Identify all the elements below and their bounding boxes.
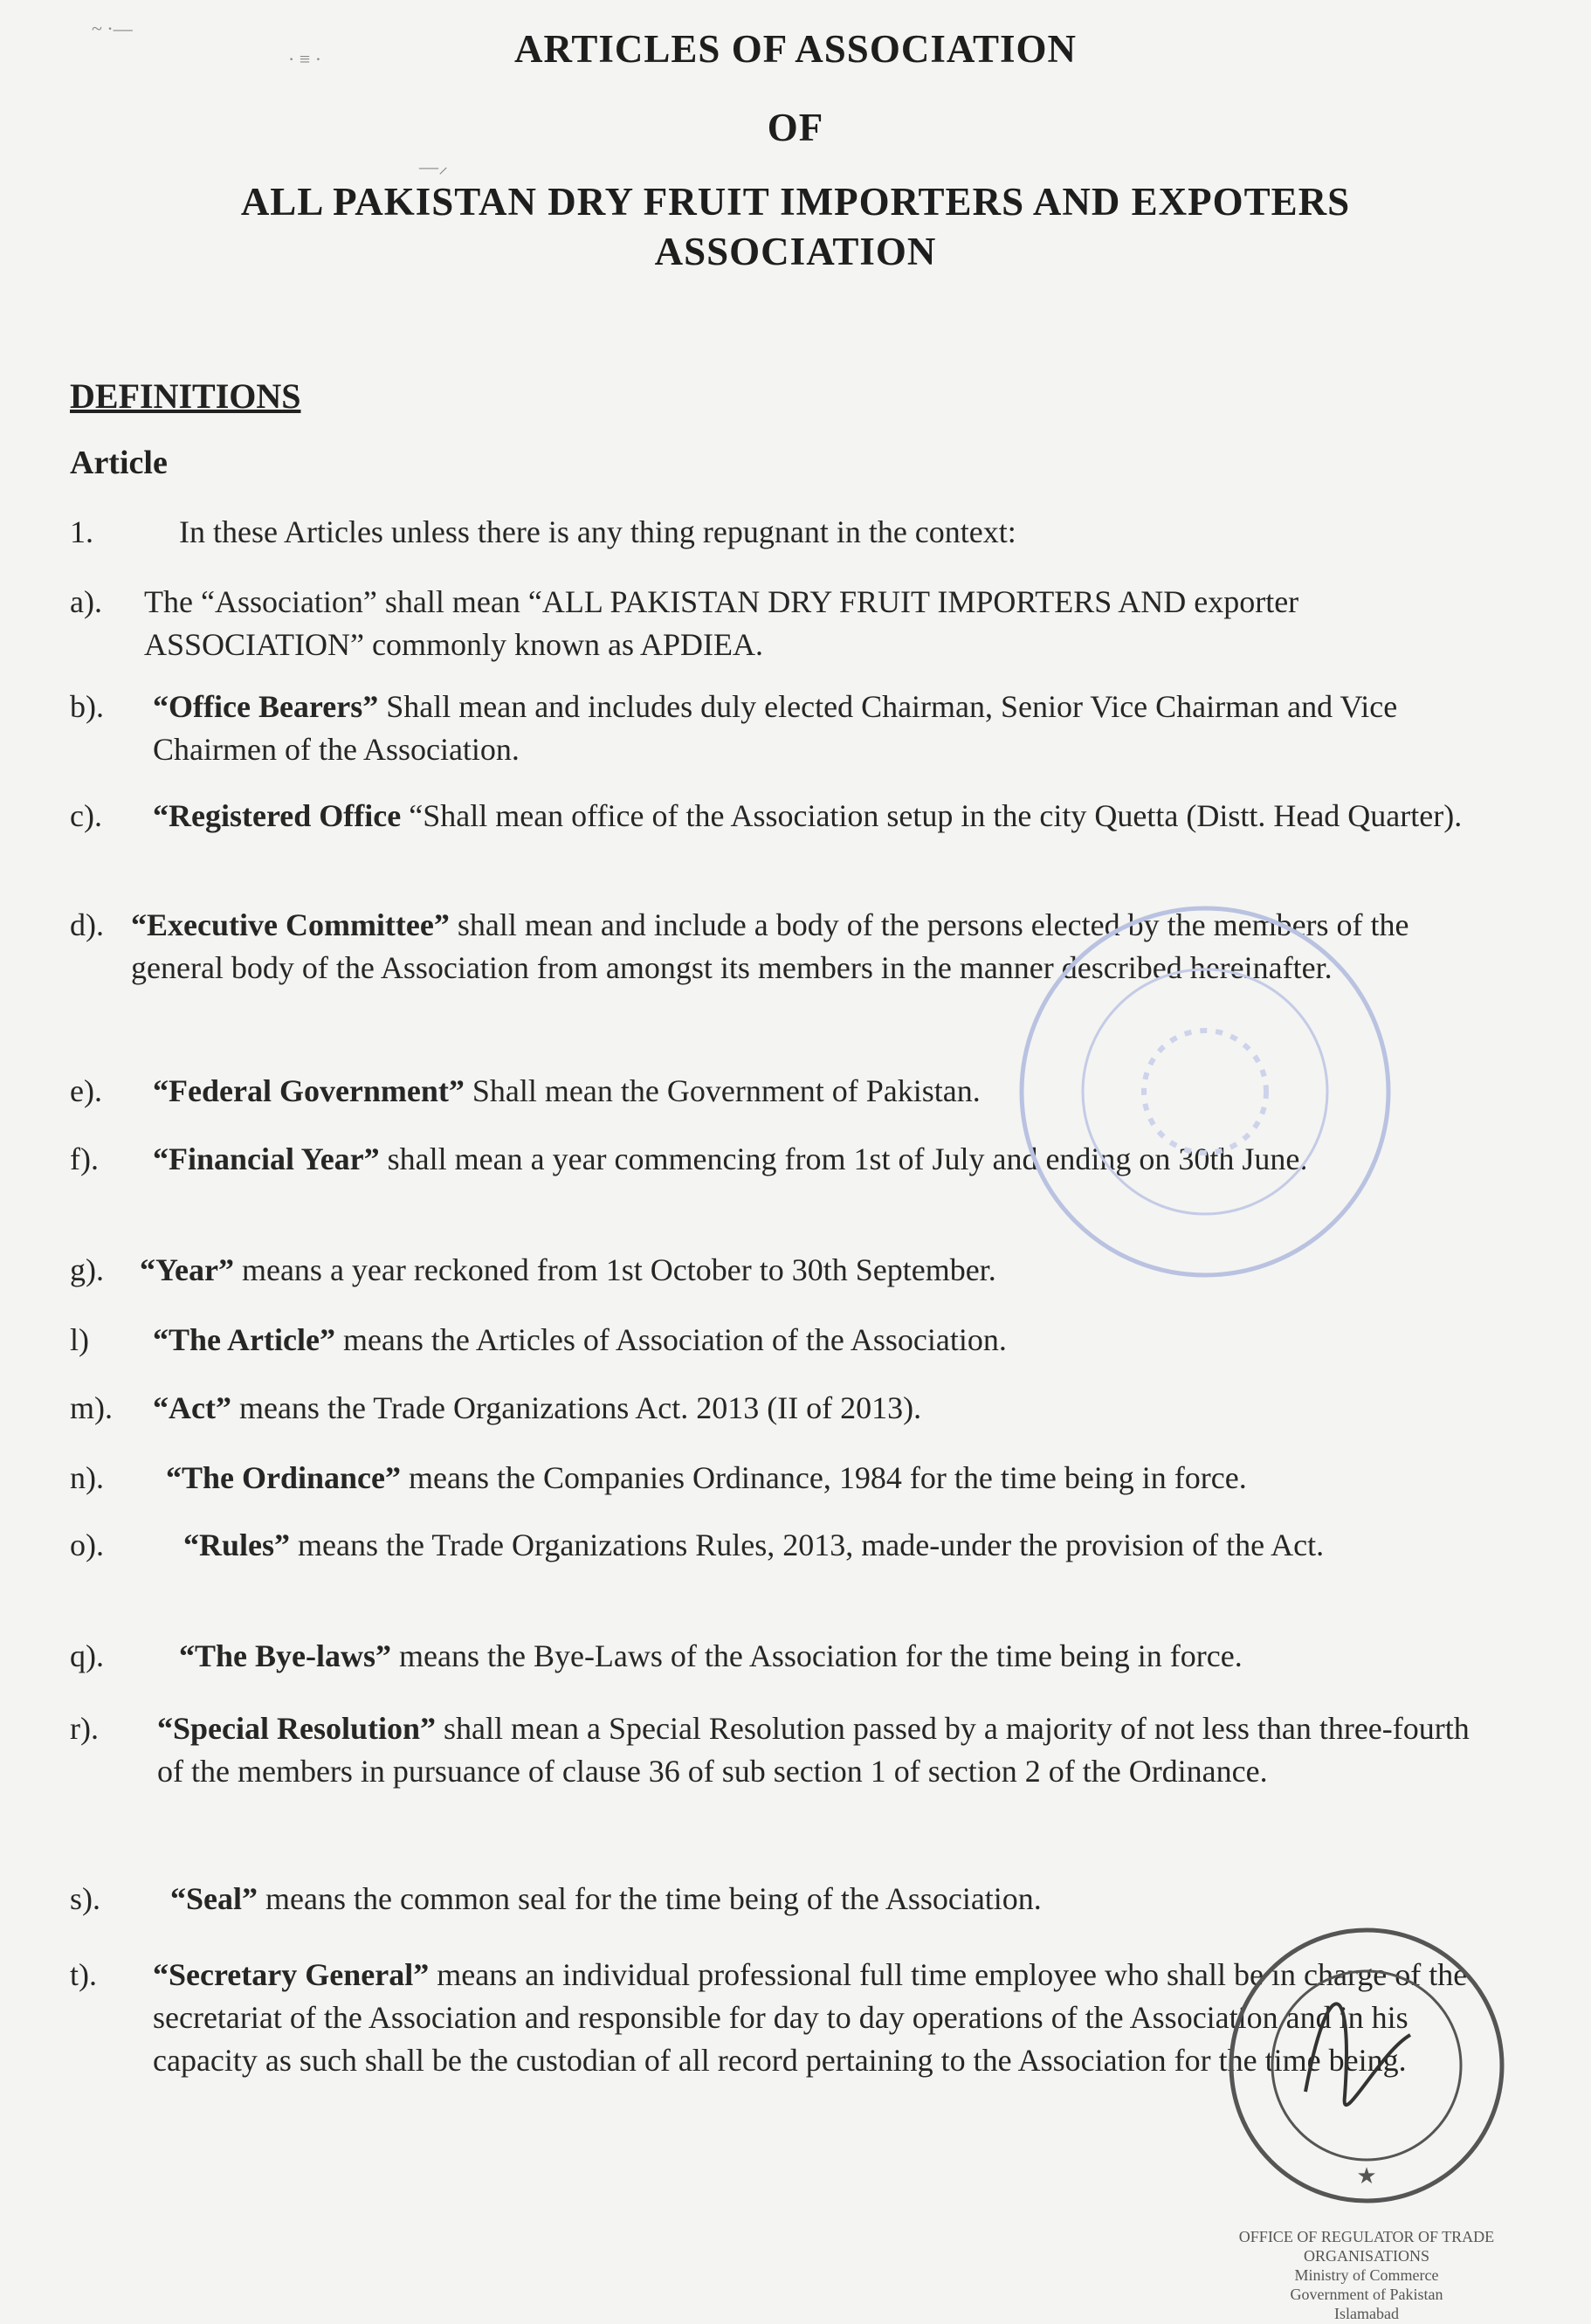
clause-label: r). xyxy=(70,1711,99,1746)
clause-term: “The Ordinance” xyxy=(166,1460,402,1495)
signature-scribble xyxy=(1305,2003,1410,2105)
clause-term: “Rules” xyxy=(183,1527,291,1562)
clause-label: o). xyxy=(70,1527,104,1562)
document-title-line-1: ARTICLES OF ASSOCIATION xyxy=(513,27,1078,71)
clause-label: s). xyxy=(70,1881,100,1916)
clause-label: q). xyxy=(70,1638,104,1673)
clause-text: means the Trade Organizations Rules, 2013, made-under the provision of the Act. xyxy=(290,1527,1325,1562)
clause-text: means the common seal for the time being of the Association. xyxy=(258,1881,1042,1916)
seal-outer-text: OFFICE OF REGULATOR OF TRADE ORGANISATIONS xyxy=(1238,2228,1495,2265)
clause-label: m). xyxy=(70,1390,113,1425)
clause-term: “The Article” xyxy=(153,1322,335,1357)
clause-term: “Office Bearers” xyxy=(153,689,379,724)
clause-term: “Executive Committee” xyxy=(131,907,450,942)
clause-term: “Seal” xyxy=(170,1881,258,1916)
clause-text: The “Association” shall mean “ALL PAKISTAN DRY FRUIT IMPORTERS AND exporter ASSOCIATION” commonly known as APDIEA. xyxy=(144,584,1299,662)
clause-text: means an individual professional full time employee who shall be in charge of the secretariat of the Association and responsible for day to day operations of the Association and in his capacity as such shall be the custodian of all record pertaining to the Association for the time being. xyxy=(153,1957,1468,2078)
clause-term: “Special Resolution” xyxy=(157,1711,437,1746)
clause-label: t). xyxy=(70,1957,97,1992)
clause-label: n). xyxy=(70,1460,104,1495)
article-label: Article xyxy=(70,445,168,481)
document-title-line-2: OF xyxy=(767,106,824,149)
clause-text: means the Articles of Association of the Association. xyxy=(334,1322,1007,1357)
star-mark: ★ xyxy=(1356,2163,1377,2189)
clause-term: “Secretary General” xyxy=(153,1957,430,1992)
clause-label: b). xyxy=(70,689,104,724)
scan-artifact: ~ ·— xyxy=(92,17,133,39)
seal-inner-line-2: Government of Pakistan xyxy=(1290,2286,1443,2303)
clause-text: means the Companies Ordinance, 1984 for the time being in force. xyxy=(401,1460,1247,1495)
seal-text xyxy=(1223,2227,1511,2323)
clause-term: “Financial Year” xyxy=(153,1141,380,1176)
clause-text: means the Trade Organizations Act. 2013 (II of 2013). xyxy=(231,1390,922,1425)
clause-text: “Shall mean office of the Association setup in the city Quetta (Distt. Head Quarter). xyxy=(401,798,1463,833)
scan-artifact: · ≡ · xyxy=(288,48,322,70)
clause-text: shall mean a year commencing from 1st of July and ending on 30th June. xyxy=(379,1141,1308,1176)
clause-text: Shall mean and includes duly elected Chairman, Senior Vice Chairman and Vice Chairmen of the Association. xyxy=(153,689,1398,767)
clause-term: “The Bye-laws” xyxy=(179,1638,391,1673)
document-title-line-3: ALL PAKISTAN DRY FRUIT IMPORTERS AND EXPOTERS xyxy=(240,180,1351,224)
clause-term: “Registered Office xyxy=(153,798,402,833)
clause-text: In these Articles unless there is any thing repugnant in the context: xyxy=(179,514,1016,549)
clause-text: shall mean a Special Resolution passed by a majority of not less than three-fourth of the members in pursuance of clause 36 of sub section 1 of section 2 of the Ordinance. xyxy=(157,1711,1470,1789)
scan-artifact: —⸝ xyxy=(419,155,449,177)
clause-term: “Year” xyxy=(140,1252,234,1287)
clause-label: a). xyxy=(70,584,102,619)
clause-label: f). xyxy=(70,1141,99,1176)
clause-label: 1. xyxy=(70,514,93,549)
clause-label: d). xyxy=(70,907,104,942)
clause-label: g). xyxy=(70,1252,104,1287)
clause-term: “Act” xyxy=(153,1390,231,1425)
clause-text: means the Bye-Laws of the Association for the time being in force. xyxy=(391,1638,1243,1673)
clause-text: shall mean and include a body of the persons elected by the members of the general body of the Association from amongst its members in the manner described hereinafter. xyxy=(131,907,1409,985)
clause-text: Shall mean the Government of Pakistan. xyxy=(464,1073,981,1108)
seal-inner-line-3: Islamabad xyxy=(1334,2305,1399,2322)
section-heading: DEFINITIONS xyxy=(70,376,301,416)
clause-label: c). xyxy=(70,798,102,833)
regulator-seal xyxy=(1223,1921,1511,2210)
clause-label: l) xyxy=(70,1322,89,1357)
clause-text: means a year reckoned from 1st October to 30th September. xyxy=(233,1252,996,1287)
seal-inner-line-1: Ministry of Commerce xyxy=(1294,2266,1439,2284)
clause-label: e). xyxy=(70,1073,102,1108)
faint-office-stamp xyxy=(1004,891,1406,1293)
clause-term: “Federal Government” xyxy=(153,1073,465,1108)
document-title-line-4: ASSOCIATION xyxy=(654,230,937,273)
